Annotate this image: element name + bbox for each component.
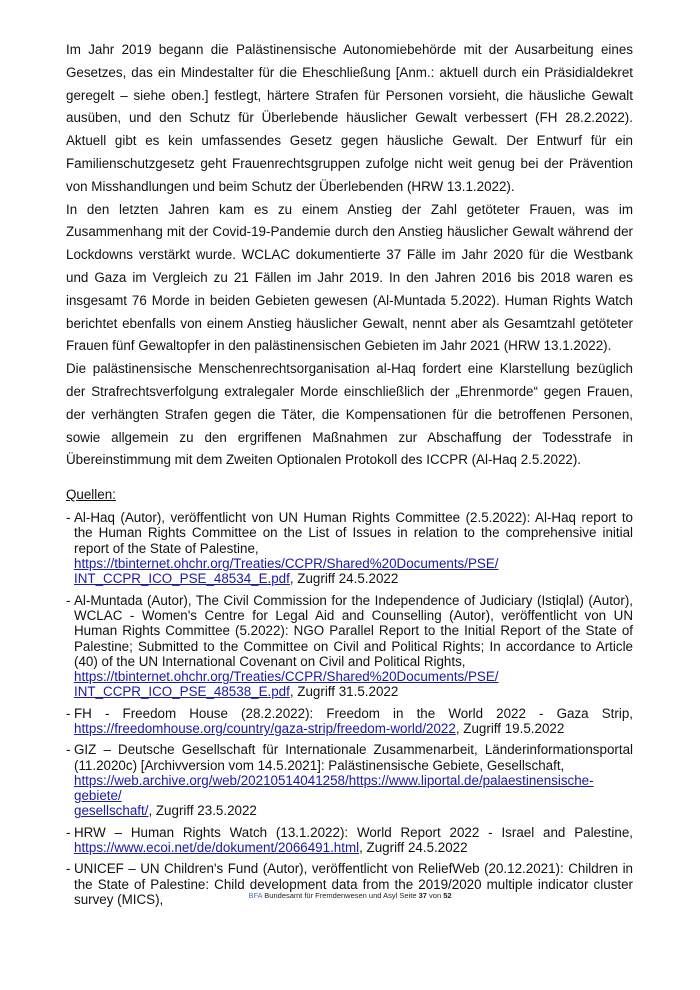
source-link-line: https://tbinternet.ohchr.org/Treaties/CCPR/Shared%20Documents/PSE/ [74,556,499,572]
access-date: , Zugriff 23.5.2022 [148,803,257,819]
source-link-line: https://freedomhouse.org/country/gaza-strip/freedom-world/2022 [74,721,456,736]
list-dash: - [66,742,71,758]
page-footer [0,891,700,901]
body-paragraph: In den letzten Jahren kam es zu einem Anstieg der Zahl getöteter Frauen, was im Zusammenhang mit der Covid-19-Pandemie durch den Anstieg häuslicher Gewalt während der Lockdowns verstärkt wurde. WCLAC dokumentierte 37 Fälle im Jahr 2020 für die Westbank und Gaza im Vergleich zu 21 Fällen im Jahr 2019. In den Jahren 2016 bis 2018 waren es insgesamt 76 Morde in beiden Gebieten gewesen (Al-Muntada 5.2022). Human Rights Watch berichtet ebenfalls von einem Anstieg häuslicher Gewalt, nennt aber als Gesamtzahl getöteter Frauen fünf Gewaltopfer in den palästinensischen Gebieten im Jahr 2021 (HRW 13.1.2022). [66,201,633,354]
access-date: , Zugriff 31.5.2022 [289,684,399,700]
source-link-line: https://tbinternet.ohchr.org/Treaties/CCPR/Shared%20Documents/PSE/ [74,669,499,685]
source-citation: Al-Muntada (Autor), The Civil Commission for the Independence of Judiciary (Istiqlal) (Autor), WCLAC - Women's Centre for Legal Aid and Counselling (Autor), veröffentlicht von UN Human Rights Committee (5.2022): NGO Parallel Report to the Initial Report of the State of Palestine; Submitted to the Committee on Civil and Political Rights; In accordance to Article (40) of the UN International Covenant on Civil and Political Rights, [74,592,633,669]
list-dash: - [66,824,71,840]
source-link[interactable] [74,803,148,818]
source-link[interactable] [74,721,456,736]
source-link[interactable] [74,773,633,804]
source-item [66,510,633,586]
source-link-line: gesellschaft/ [74,803,149,819]
page-current: 37 [418,891,427,900]
list-dash: - [66,510,71,526]
source-link[interactable] [74,571,290,586]
source-link-line: https://www.ecoi.net/de/dokument/2066491.html [74,840,360,856]
access-date: , Zugriff 19.5.2022 [455,721,565,736]
footer-org-name: Bundesamt für Fremdenwesen und Asyl [264,891,398,900]
list-dash: - [66,705,71,721]
list-dash: - [66,592,71,608]
source-item [66,742,633,818]
document-body [66,39,633,913]
source-item [66,706,633,737]
sources-heading: Quellen: [66,487,116,503]
source-link[interactable] [74,669,633,684]
source-link[interactable] [74,556,633,571]
source-citation: FH - Freedom House (28.2.2022): Freedom in the World 2022 - Gaza Strip, [74,705,633,721]
source-link[interactable] [74,840,359,855]
access-date: , Zugriff 24.5.2022 [359,840,468,856]
source-link[interactable] [74,684,290,699]
body-paragraph: Im Jahr 2019 begann die Palästinensische Autonomiebehörde mit der Ausarbeitung eines Gesetzes, das ein Mindestalter für die Eheschließung [Anm.: aktuell durch ein Präsidialdekret geregelt – siehe oben.] festlegt, härtere Strafen für Personen vorsieht, die häusliche Gewalt ausüben, und den Schutz für Überlebende häuslicher Gewalt verbessert (FH 28.2.2022). Aktuell gibt es kein umfassendes Gesetz gegen häusliche Gewalt. Der Entwurf für ein Familienschutzgesetz geht Frauenrechtsgruppen zufolge nicht weit genug bei der Prävention von Misshandlungen und beim Schutz der Überlebenden (HRW 13.1.2022). [66,42,633,194]
page-of: von [429,891,442,900]
source-citation: Al-Haq (Autor), veröffentlicht von UN Human Rights Committee (2.5.2022): Al-Haq report to the Human Rights Committee on the List of Issues in relation to the comprehensive initial report of the State of Palestine, [74,510,633,556]
source-link-line: https://web.archive.org/web/20210514041258/https://www.liportal.de/palaestinensische-gebiete/ [74,772,594,804]
source-link-line: INT_CCPR_ICO_PSE_48534_E.pdf [74,571,290,587]
source-citation: HRW – Human Rights Watch (13.1.2022): World Report 2022 - Israel and Palestine, [74,824,633,840]
body-paragraph: Die palästinensische Menschenrechtsorganisation al-Haq fordert eine Klarstellung bezüglich der Strafrechtsverfolgung extralegaler Morde einschließlich der „Ehrenmorde“ gegen Frauen, der verhängten Strafen gegen die Täter, die Kompensationen für die betroffenen Personen, sowie allgemein zu den ergriffenen Maßnahmen zur Abschaffung der Todesstrafe in Übereinstimmung mit dem Zweiten Optionalen Protokoll des ICCPR (Al-Haq 2.5.2022). [66,361,633,468]
source-link-line: INT_CCPR_ICO_PSE_48538_E.pdf [74,684,290,700]
source-item [66,825,633,856]
list-dash: - [66,861,71,877]
bfa-logo-text: BFA [248,891,263,900]
source-citation: UNICEF – UN Children's Fund (Autor), veröffentlicht von ReliefWeb (20.12.2021): Children in the State of Palestine: Child development data from the 2019/2020 multiple indicator cluster survey (MICS), [74,861,633,907]
source-item [66,593,633,700]
access-date: , Zugriff 24.5.2022 [289,571,399,587]
source-citation: GIZ – Deutsche Gesellschaft für Internationale Zusammenarbeit, Länderinformationsportal (11.2020c) [Archivversion vom 14.5.2021]: Palästinensische Gebiete, Gesellschaft, [74,742,633,773]
page-label: Seite [399,891,417,900]
page-total: 52 [443,891,452,900]
